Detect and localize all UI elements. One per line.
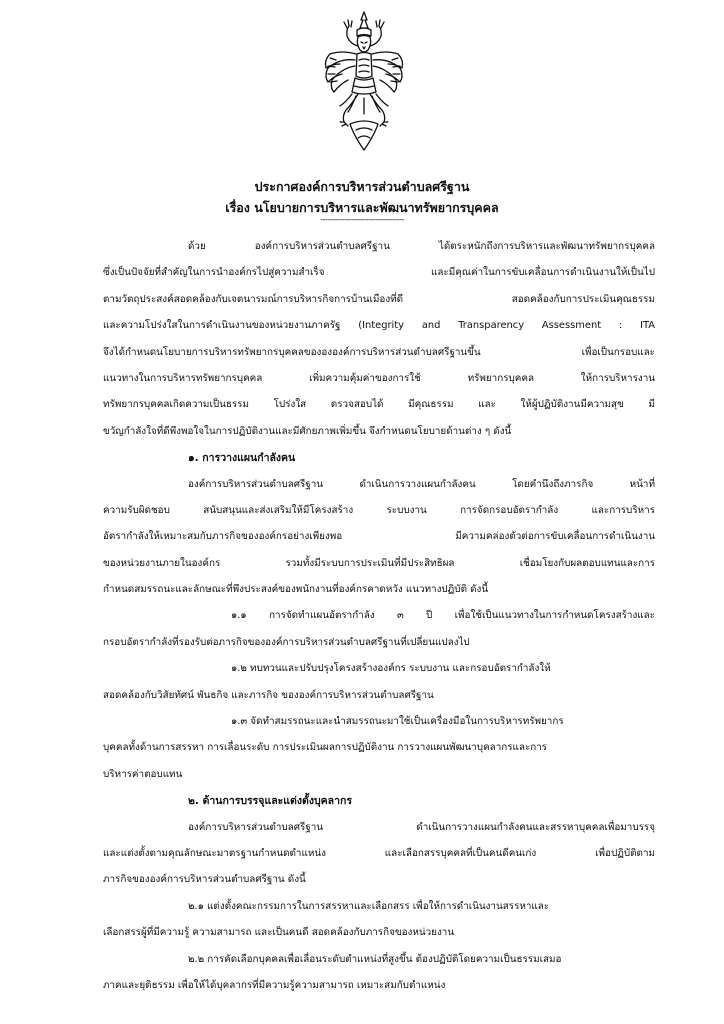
body-line: ทรัพยากรบุคคลเกิดความเป็นธรรม โปร่งใส ตรวจสอบได้ มีคุณธรรม และ ให้ผู้ปฏิบัติงานมีความสุข มี	[103, 399, 655, 411]
body-line: และแต่งตั้งตามคุณลักษณะมาตรฐานกำหนดตำแหน่ง และเลือกสรรบุคคลที่เป็นคนดีคนเก่ง เพื่อปฏิบัติตาม	[103, 847, 655, 859]
body-line: ภารกิจขององค์การบริหารส่วนตำบลศรีฐาน ดังนี้	[103, 874, 306, 886]
announcement-title: ประกาศองค์การบริหารส่วนตำบลศรีฐาน	[254, 179, 470, 194]
body-line: ความรับผิดชอบ สนับสนุนและส่งเสริมให้มีโครงสร้าง ระบบงาน การจัดกรอบอัตรากำลัง และการบริหาร	[103, 504, 655, 516]
document-body	[103, 234, 655, 999]
body-line: ๑.๑ การจัดทำแผนอัตรากำลัง ๓ ปี เพื่อใช้เป็นแนวทางในการกำหนดโครงสร้างและ	[231, 610, 655, 622]
announcement-subject: เรื่อง นโยบายการบริหารและพัฒนาทรัพยากรบุคคล	[225, 200, 499, 215]
body-line: และความโปร่งใสในการดำเนินงานของหน่วยงานภาครัฐ (Integrity and Transparency Assessment : ITA	[103, 320, 655, 332]
body-line: ๒.๑ แต่งตั้งคณะกรรมการในการสรรหาและเลือกสรร เพื่อให้การดำเนินงานสรรหาและ	[188, 900, 550, 912]
body-line: อัตรากำลังให้เหมาะสมกับภารกิจขององค์กรอย่างเพียงพอ มีความคล่องตัวต่อการขับเคลื่อนการดำเนินงาน	[103, 531, 655, 543]
title-separator: -----------------------------------	[320, 215, 404, 224]
body-line: ๑.๒ ทบทวนและปรับปรุงโครงสร้างองค์กร ระบบงาน และกรอบอัตรากำลังให้	[231, 663, 551, 675]
body-line: ๒.๒ การคัดเลือกบุคคลเพื่อเลื่อนระดับตำแหน่งที่สูงขึ้น ต้องปฏิบัติโดยความเป็นธรรมเสมอ	[188, 953, 562, 965]
body-line: เลือกสรรผู้ที่มีความรู้ ความสามารถ และเป็นคนดี สอดคล้องกับภารกิจของหน่วยงาน	[103, 927, 455, 939]
section-heading: ๒. ด้านการบรรจุและแต่งตั้งบุคลากร	[188, 795, 352, 808]
body-line: ด้วย องค์การบริหารส่วนตำบลศรีฐาน ได้ตระหนักถึงการบริหารและพัฒนาทรัพยากรบุคคล	[188, 241, 655, 252]
body-line: บริหารค่าตอบแทน	[103, 768, 183, 780]
body-line: ตามวัตถุประสงค์สอดคล้องกับเจตนารมณ์การบริหารกิจการบ้านเมืองที่ดี สอดคล้องกับการประเมินคุณธรรม	[103, 293, 655, 305]
body-line: ภาคและยุติธรรม เพื่อให้ได้บุคลากรที่มีความรู้ความสามารถ เหมาะสมกับตำแหน่ง	[103, 979, 446, 991]
body-line: ของหน่วยงานภายในองค์กร รวมทั้งมีระบบการประเมินที่มีประสิทธิผล เชื่อมโยงกับผลตอบแทนและการ	[103, 557, 655, 569]
body-line: บุคคลทั้งด้านการสรรหา การเลื่อนระดับ การประเมินผลการปฏิบัติงาน การวางแผนพัฒนาบุคลากรและการ	[103, 742, 548, 754]
body-line: กำหนดสมรรถนะและลักษณะที่พึงประสงค์ของพนักงานที่องค์กรคาดหวัง แนวทางปฏิบัติ ดังนี้	[103, 584, 489, 596]
body-line: องค์การบริหารส่วนตำบลศรีฐาน ดำเนินการวางแผนกำลังคน โดยคำนึงถึงภารกิจ หน้าที่	[188, 478, 655, 490]
section-heading: ๑. การวางแผนกำลังคน	[188, 452, 296, 465]
body-line: กรอบอัตรากำลังที่รองรับต่อภารกิจขององค์การบริหารส่วนตำบลศรีฐานที่เปลี่ยนแปลงไป	[103, 636, 470, 648]
garuda-emblem	[322, 10, 406, 156]
body-line: แนวทางในการบริหารทรัพยากรบุคคล เพิ่มความคุ้มค่าของการใช้ ทรัพยากรบุคคล ให้การบริหารงาน	[103, 372, 655, 384]
body-line: สอดคล้องกับวิสัยทัศน์ พันธกิจ และภารกิจ ขององค์การบริหารส่วนตำบลศรีฐาน	[103, 689, 434, 701]
body-line: ขวัญกำลังใจที่ดีพึงพอใจในการปฏิบัติงานและมีศักยภาพเพิ่มขึ้น จึงกำหนดนโยบายด้านต่าง ๆ ดังนี้	[103, 425, 512, 437]
body-line: ๑.๓ จัดทำสมรรถนะและนำสมรรถนะมาใช้เป็นเครื่องมือในการบริหารทรัพยากร	[231, 716, 564, 728]
body-line: จึงได้กำหนดนโยบายการบริหารทรัพยากรบุคคลของององค์การบริหารส่วนตำบลศรีฐานขึ้น เพื่อเป็นกรอบและ	[103, 346, 655, 358]
body-line: ซึ่งเป็นปัจจัยที่สำคัญในการนำองค์กรไปสู่ความสำเร็จ และมีคุณค่าในการขับเคลื่อนการดำเนินงานให้เป็นไป	[103, 267, 655, 279]
body-line: องค์การบริหารส่วนตำบลศรีฐาน ดำเนินการวางแผนกำลังคนและสรรหาบุคคลเพื่อมาบรรจุ	[188, 821, 655, 833]
